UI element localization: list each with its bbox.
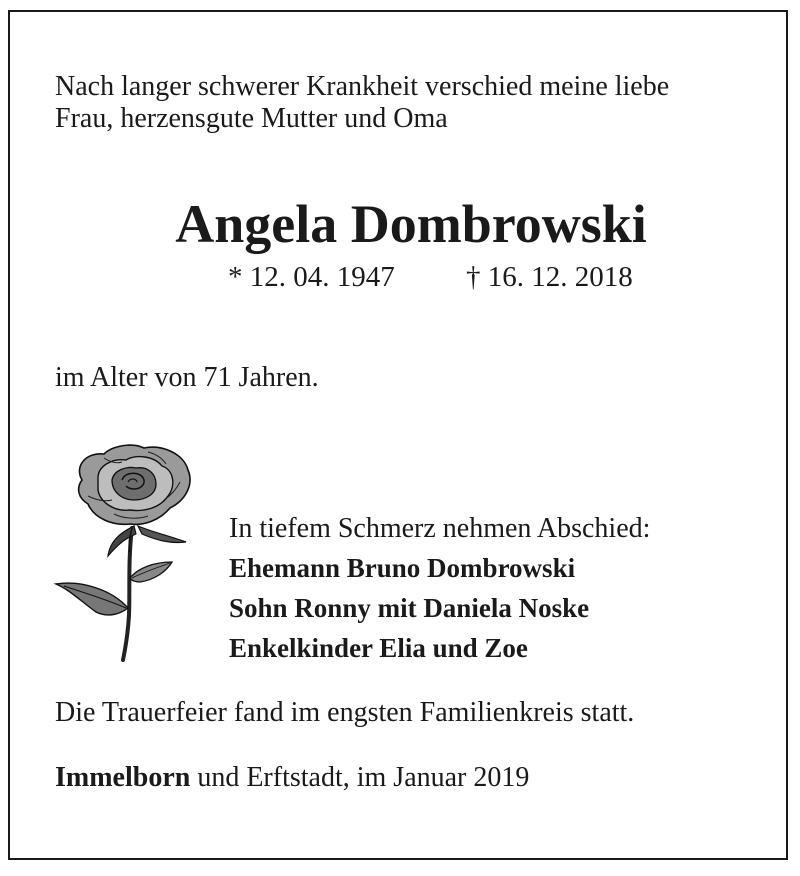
age-text: im Alter von 71 Jahren.	[55, 362, 319, 393]
place-date-rest: und Erftstadt, im Januar 2019	[190, 762, 530, 793]
death-date: † 16. 12. 2018	[466, 261, 633, 293]
mourner-line: Sohn Ronny mit Daniela Noske	[229, 593, 590, 623]
rose-icon	[52, 440, 197, 662]
place-name: Immelborn	[55, 762, 191, 793]
place-date-line	[55, 760, 529, 796]
intro-line-2: Frau, herzensgute Mutter und Oma	[55, 103, 448, 134]
ceremony-text: Die Trauerfeier fand im engsten Familienkreis statt.	[55, 697, 635, 728]
farewell-heading: In tiefem Schmerz nehmen Abschied:	[229, 513, 651, 544]
birth-date: * 12. 04. 1947	[228, 261, 395, 293]
notice-border	[8, 10, 788, 860]
mourner-line: Enkelkinder Elia und Zoe	[229, 633, 528, 663]
intro-text	[55, 71, 669, 135]
deceased-name: Angela Dombrowski	[175, 194, 647, 254]
mourner-line: Ehemann Bruno Dombrowski	[229, 553, 576, 583]
intro-line-1: Nach langer schwerer Krankheit verschied meine liebe	[55, 71, 670, 102]
